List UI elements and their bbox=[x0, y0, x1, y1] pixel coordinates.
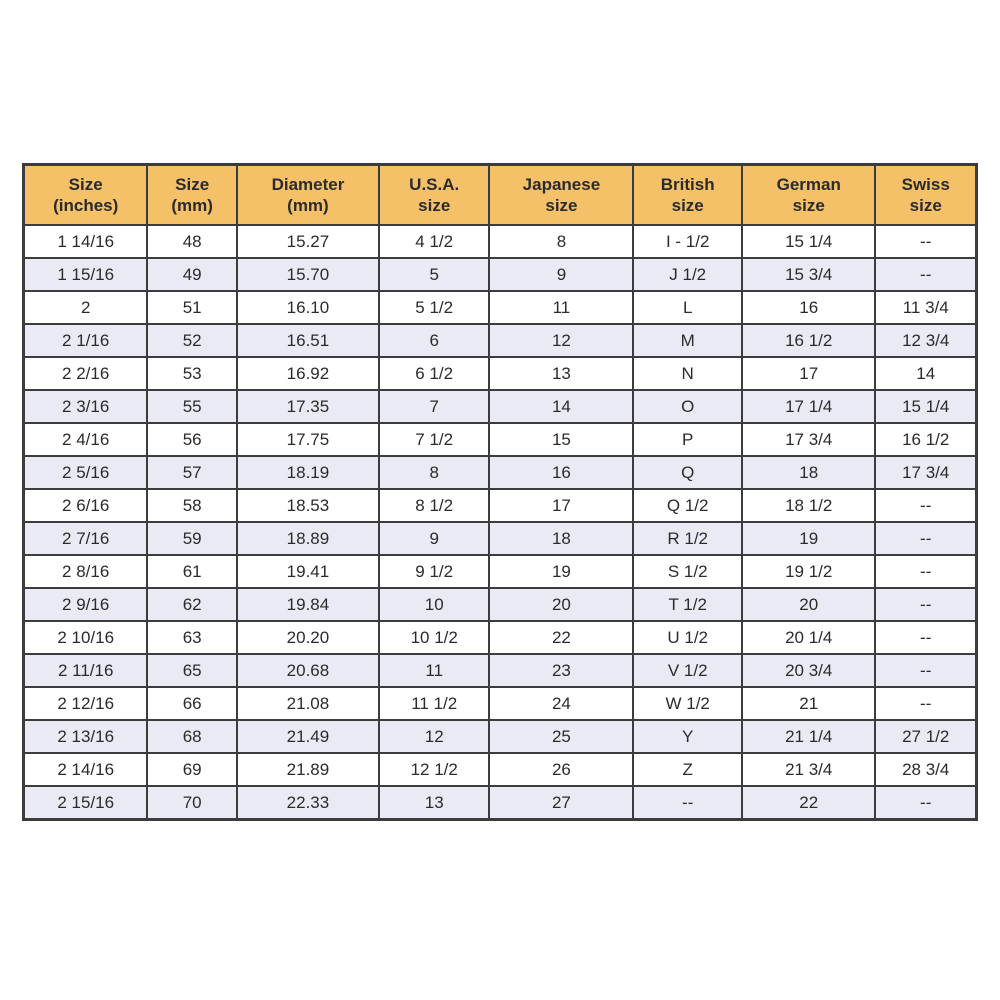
header-cell-col1 bbox=[24, 165, 148, 226]
table-cell: 68 bbox=[147, 720, 237, 753]
table-cell: 6 bbox=[379, 324, 490, 357]
header-cell-col7 bbox=[742, 165, 875, 226]
table-cell: 2 1/16 bbox=[24, 324, 148, 357]
table-cell: 15 3/4 bbox=[742, 258, 875, 291]
table-cell: -- bbox=[875, 489, 976, 522]
table-cell: 14 bbox=[489, 390, 633, 423]
table-cell: 12 bbox=[379, 720, 490, 753]
table-cell: -- bbox=[633, 786, 742, 820]
table-cell: 27 1/2 bbox=[875, 720, 976, 753]
header-cell-col6 bbox=[633, 165, 742, 226]
table-cell: 12 3/4 bbox=[875, 324, 976, 357]
table-body bbox=[24, 225, 977, 820]
table-cell: 2 15/16 bbox=[24, 786, 148, 820]
table-cell: 20 1/4 bbox=[742, 621, 875, 654]
table-row bbox=[24, 489, 977, 522]
table-cell: L bbox=[633, 291, 742, 324]
table-cell: 20 bbox=[489, 588, 633, 621]
header-line2: size bbox=[792, 196, 825, 215]
table-cell: -- bbox=[875, 654, 976, 687]
header-line2: size bbox=[671, 196, 704, 215]
table-cell: 2 14/16 bbox=[24, 753, 148, 786]
table-cell: 20.20 bbox=[237, 621, 379, 654]
table-row bbox=[24, 357, 977, 390]
table-cell: 4 1/2 bbox=[379, 225, 490, 258]
table-cell: 2 5/16 bbox=[24, 456, 148, 489]
table-cell: 11 bbox=[489, 291, 633, 324]
header-line2: size bbox=[418, 196, 451, 215]
table-cell: 55 bbox=[147, 390, 237, 423]
table-cell: N bbox=[633, 357, 742, 390]
table-row bbox=[24, 654, 977, 687]
table-cell: 16 bbox=[489, 456, 633, 489]
table-cell: 21 1/4 bbox=[742, 720, 875, 753]
header-line2: (mm) bbox=[171, 196, 213, 215]
table-cell: -- bbox=[875, 258, 976, 291]
table-cell: 9 bbox=[489, 258, 633, 291]
table-cell: 27 bbox=[489, 786, 633, 820]
table-cell: J 1/2 bbox=[633, 258, 742, 291]
header-cell-col8 bbox=[875, 165, 976, 226]
table-cell: 56 bbox=[147, 423, 237, 456]
table-cell: 12 1/2 bbox=[379, 753, 490, 786]
table-row bbox=[24, 423, 977, 456]
table-row bbox=[24, 291, 977, 324]
header-line2: (inches) bbox=[53, 196, 119, 215]
table-cell: 2 11/16 bbox=[24, 654, 148, 687]
table-cell: P bbox=[633, 423, 742, 456]
table-row bbox=[24, 522, 977, 555]
table-cell: 58 bbox=[147, 489, 237, 522]
table-cell: 1 15/16 bbox=[24, 258, 148, 291]
table-cell: 51 bbox=[147, 291, 237, 324]
table-cell: 66 bbox=[147, 687, 237, 720]
header-row bbox=[24, 165, 977, 226]
table-cell: W 1/2 bbox=[633, 687, 742, 720]
table-cell: 20 3/4 bbox=[742, 654, 875, 687]
table-cell: 16 1/2 bbox=[742, 324, 875, 357]
table-cell: 8 bbox=[489, 225, 633, 258]
table-cell: 70 bbox=[147, 786, 237, 820]
table-cell: 16 1/2 bbox=[875, 423, 976, 456]
table-cell: 22 bbox=[742, 786, 875, 820]
table-cell: 49 bbox=[147, 258, 237, 291]
table-cell: 18.89 bbox=[237, 522, 379, 555]
table-cell: 25 bbox=[489, 720, 633, 753]
table-cell: 18 1/2 bbox=[742, 489, 875, 522]
table-cell: 61 bbox=[147, 555, 237, 588]
table-cell: 48 bbox=[147, 225, 237, 258]
table-cell: -- bbox=[875, 555, 976, 588]
table-cell: 2 7/16 bbox=[24, 522, 148, 555]
table-cell: M bbox=[633, 324, 742, 357]
table-cell: 13 bbox=[489, 357, 633, 390]
table-cell: 17 1/4 bbox=[742, 390, 875, 423]
table-cell: 16.51 bbox=[237, 324, 379, 357]
table-cell: 21 3/4 bbox=[742, 753, 875, 786]
table-cell: 65 bbox=[147, 654, 237, 687]
table-cell: U 1/2 bbox=[633, 621, 742, 654]
table-cell: 19.41 bbox=[237, 555, 379, 588]
table-cell: 20 bbox=[742, 588, 875, 621]
table-cell: 21.49 bbox=[237, 720, 379, 753]
header-line1: Japanese bbox=[522, 175, 601, 194]
table-cell: 17 3/4 bbox=[742, 423, 875, 456]
header-line2: size bbox=[545, 196, 578, 215]
table-cell: O bbox=[633, 390, 742, 423]
table-cell: 18.53 bbox=[237, 489, 379, 522]
table-cell: I - 1/2 bbox=[633, 225, 742, 258]
table-cell: 1 14/16 bbox=[24, 225, 148, 258]
table-cell: 21.08 bbox=[237, 687, 379, 720]
table-cell: 8 1/2 bbox=[379, 489, 490, 522]
table-cell: -- bbox=[875, 687, 976, 720]
table-cell: 63 bbox=[147, 621, 237, 654]
table-cell: 57 bbox=[147, 456, 237, 489]
table-cell: 23 bbox=[489, 654, 633, 687]
table-row bbox=[24, 687, 977, 720]
table-cell: 2 bbox=[24, 291, 148, 324]
table-cell: 16.92 bbox=[237, 357, 379, 390]
header-cell-col5 bbox=[489, 165, 633, 226]
table-cell: 62 bbox=[147, 588, 237, 621]
table-cell: 15 bbox=[489, 423, 633, 456]
table-cell: 14 bbox=[875, 357, 976, 390]
table-row bbox=[24, 621, 977, 654]
table-cell: -- bbox=[875, 522, 976, 555]
table-cell: 7 bbox=[379, 390, 490, 423]
table-row bbox=[24, 324, 977, 357]
table-row bbox=[24, 225, 977, 258]
table-cell: Q 1/2 bbox=[633, 489, 742, 522]
table-cell: 18.19 bbox=[237, 456, 379, 489]
header-line2: size bbox=[909, 196, 942, 215]
table-cell: 2 8/16 bbox=[24, 555, 148, 588]
table-cell: 18 bbox=[742, 456, 875, 489]
table-cell: 19.84 bbox=[237, 588, 379, 621]
table-cell: 26 bbox=[489, 753, 633, 786]
table-cell: 2 13/16 bbox=[24, 720, 148, 753]
table-cell: 2 3/16 bbox=[24, 390, 148, 423]
table-cell: V 1/2 bbox=[633, 654, 742, 687]
table-cell: 15.27 bbox=[237, 225, 379, 258]
table-cell: 2 12/16 bbox=[24, 687, 148, 720]
table-cell: 9 bbox=[379, 522, 490, 555]
table-cell: -- bbox=[875, 621, 976, 654]
table-cell: 22.33 bbox=[237, 786, 379, 820]
table-cell: 6 1/2 bbox=[379, 357, 490, 390]
table-cell: 15 1/4 bbox=[742, 225, 875, 258]
table-cell: 9 1/2 bbox=[379, 555, 490, 588]
table-cell: 17 bbox=[742, 357, 875, 390]
table-cell: 11 3/4 bbox=[875, 291, 976, 324]
table-cell: 8 bbox=[379, 456, 490, 489]
table-cell: Q bbox=[633, 456, 742, 489]
table-cell: 69 bbox=[147, 753, 237, 786]
header-line1: U.S.A. bbox=[409, 175, 460, 194]
table-cell: -- bbox=[875, 588, 976, 621]
table-cell: 16 bbox=[742, 291, 875, 324]
table-cell: 19 bbox=[742, 522, 875, 555]
table-cell: 19 bbox=[489, 555, 633, 588]
table-cell: 21.89 bbox=[237, 753, 379, 786]
table-cell: Y bbox=[633, 720, 742, 753]
table-cell: T 1/2 bbox=[633, 588, 742, 621]
table-cell: 15.70 bbox=[237, 258, 379, 291]
table-cell: S 1/2 bbox=[633, 555, 742, 588]
table-cell: 11 1/2 bbox=[379, 687, 490, 720]
table-cell: 17 bbox=[489, 489, 633, 522]
table-cell: 10 bbox=[379, 588, 490, 621]
table-header bbox=[24, 165, 977, 226]
table-cell: 17.35 bbox=[237, 390, 379, 423]
table-cell: -- bbox=[875, 786, 976, 820]
table-cell: 2 9/16 bbox=[24, 588, 148, 621]
table-cell: 2 10/16 bbox=[24, 621, 148, 654]
table-cell: 19 1/2 bbox=[742, 555, 875, 588]
table-cell: 17 3/4 bbox=[875, 456, 976, 489]
table-cell: 2 6/16 bbox=[24, 489, 148, 522]
header-cell-col2 bbox=[147, 165, 237, 226]
table-cell: -- bbox=[875, 225, 976, 258]
table-cell: 15 1/4 bbox=[875, 390, 976, 423]
table-cell: R 1/2 bbox=[633, 522, 742, 555]
header-line2: (mm) bbox=[287, 196, 329, 215]
table-cell: 20.68 bbox=[237, 654, 379, 687]
table-cell: 11 bbox=[379, 654, 490, 687]
header-cell-col4 bbox=[379, 165, 490, 226]
table-row bbox=[24, 720, 977, 753]
table-row bbox=[24, 753, 977, 786]
table-cell: 12 bbox=[489, 324, 633, 357]
table-cell: 22 bbox=[489, 621, 633, 654]
table-cell: 5 1/2 bbox=[379, 291, 490, 324]
table-cell: 53 bbox=[147, 357, 237, 390]
table-row bbox=[24, 555, 977, 588]
header-line1: German bbox=[776, 175, 841, 194]
table-cell: 17.75 bbox=[237, 423, 379, 456]
header-line1: Size bbox=[68, 175, 103, 194]
header-cell-col3 bbox=[237, 165, 379, 226]
table-cell: 21 bbox=[742, 687, 875, 720]
table-row bbox=[24, 258, 977, 291]
table-cell: 52 bbox=[147, 324, 237, 357]
table-cell: 18 bbox=[489, 522, 633, 555]
table-row bbox=[24, 390, 977, 423]
table-cell: 24 bbox=[489, 687, 633, 720]
table-cell: 10 1/2 bbox=[379, 621, 490, 654]
table-cell: 5 bbox=[379, 258, 490, 291]
table-cell: 2 4/16 bbox=[24, 423, 148, 456]
table-row bbox=[24, 456, 977, 489]
table-cell: 59 bbox=[147, 522, 237, 555]
table-cell: Z bbox=[633, 753, 742, 786]
table-cell: 13 bbox=[379, 786, 490, 820]
table-row bbox=[24, 588, 977, 621]
table-cell: 28 3/4 bbox=[875, 753, 976, 786]
table-cell: 16.10 bbox=[237, 291, 379, 324]
table-cell: 2 2/16 bbox=[24, 357, 148, 390]
header-line1: Swiss bbox=[901, 175, 950, 194]
ring-size-conversion-table bbox=[22, 163, 978, 821]
header-line1: Diameter bbox=[271, 175, 345, 194]
header-line1: Size bbox=[175, 175, 210, 194]
table-cell: 7 1/2 bbox=[379, 423, 490, 456]
header-line1: British bbox=[660, 175, 715, 194]
table-row bbox=[24, 786, 977, 820]
